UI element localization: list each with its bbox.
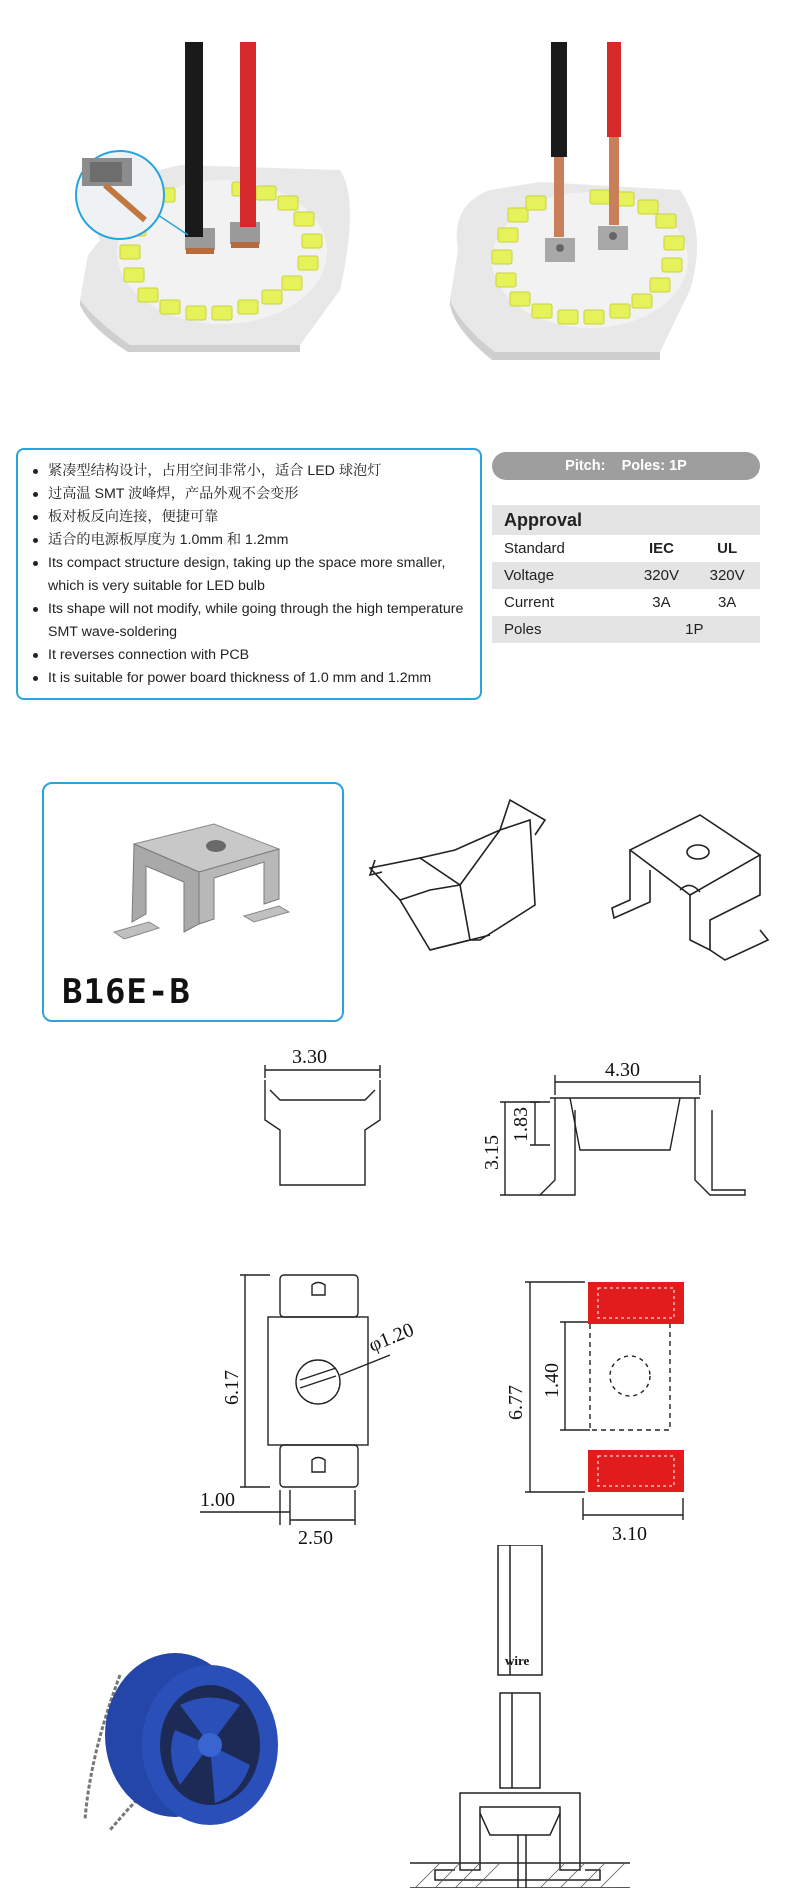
poles-label: Poles: 1P xyxy=(621,458,687,474)
dim-upper-height: 1.83 xyxy=(510,1107,532,1142)
dim-side-width: 3.30 xyxy=(292,1046,327,1068)
feature-item: 适合的电源板厚度为 1.0mm 和 1.2mm xyxy=(28,529,470,552)
tape-reel-photo xyxy=(80,1635,300,1835)
table-cell: 320V xyxy=(694,562,760,589)
dim-footprint-length: 6.77 xyxy=(505,1385,527,1420)
dim-footprint-gap: 1.40 xyxy=(541,1363,563,1398)
approval-table xyxy=(492,505,760,643)
table-cell: UL xyxy=(717,540,738,557)
assembly-drawing xyxy=(400,1545,640,1888)
feature-item: 板对板反向连接，便捷可靠 xyxy=(28,506,470,529)
table-row xyxy=(492,535,760,562)
table-row xyxy=(492,589,760,616)
table-row xyxy=(492,616,760,643)
terminal-photo xyxy=(104,804,294,954)
product-box xyxy=(42,782,344,1022)
feature-item: It reverses connection with PCB xyxy=(28,644,470,667)
model-label: B16E-B xyxy=(62,972,191,1012)
pitch-poles-bar xyxy=(492,452,760,480)
led-board-with-wires xyxy=(76,42,350,352)
dim-tab-offset: 1.00 xyxy=(200,1489,235,1511)
table-cell: 320V xyxy=(629,562,695,589)
dim-total-height: 3.15 xyxy=(481,1135,503,1170)
table-row xyxy=(492,562,760,589)
dim-hole-diameter: φ1.20 xyxy=(365,1318,418,1357)
feature-item: Its shape will not modify, while going through the high temperature SMT wave-soldering xyxy=(28,598,470,644)
pitch-label: Pitch: xyxy=(565,458,606,474)
dim-tab-width: 2.50 xyxy=(298,1527,333,1549)
iso-drawing-side xyxy=(360,790,560,980)
table-cell: IEC xyxy=(648,540,674,557)
table-cell: 3A xyxy=(717,594,737,611)
iso-drawing-top xyxy=(600,800,780,980)
table-cell: 1P xyxy=(629,616,760,643)
approval-title: Approval xyxy=(492,505,760,535)
feature-item: It is suitable for power board thickness of 1.0 mm and 1.2mm xyxy=(28,667,470,690)
table-cell: 3A xyxy=(652,594,671,611)
table-cell: Current xyxy=(504,594,555,611)
wire-label: wire xyxy=(505,1653,530,1668)
feature-item: 过高温 SMT 波峰焊，产品外观不会变形 xyxy=(28,483,470,506)
features-box xyxy=(16,448,482,700)
feature-item: 紧凑型结构设计，占用空间非常小，适合 LED 球泡灯 xyxy=(28,460,470,483)
table-cell: Poles xyxy=(492,616,629,643)
feature-list xyxy=(18,450,480,690)
dim-front-width: 4.30 xyxy=(605,1059,640,1081)
led-board-bare xyxy=(450,42,697,360)
dimension-drawings xyxy=(0,1020,800,1560)
dim-top-length: 6.17 xyxy=(221,1370,243,1405)
approval-title-row xyxy=(492,505,760,535)
feature-item: Its compact structure design, taking up the space more smaller, which is very suitable for LED bulb xyxy=(28,552,470,598)
dim-footprint-width: 3.10 xyxy=(612,1523,647,1545)
table-cell: Standard xyxy=(504,540,565,557)
table-cell: Voltage xyxy=(492,562,629,589)
top-product-photos xyxy=(0,0,800,360)
